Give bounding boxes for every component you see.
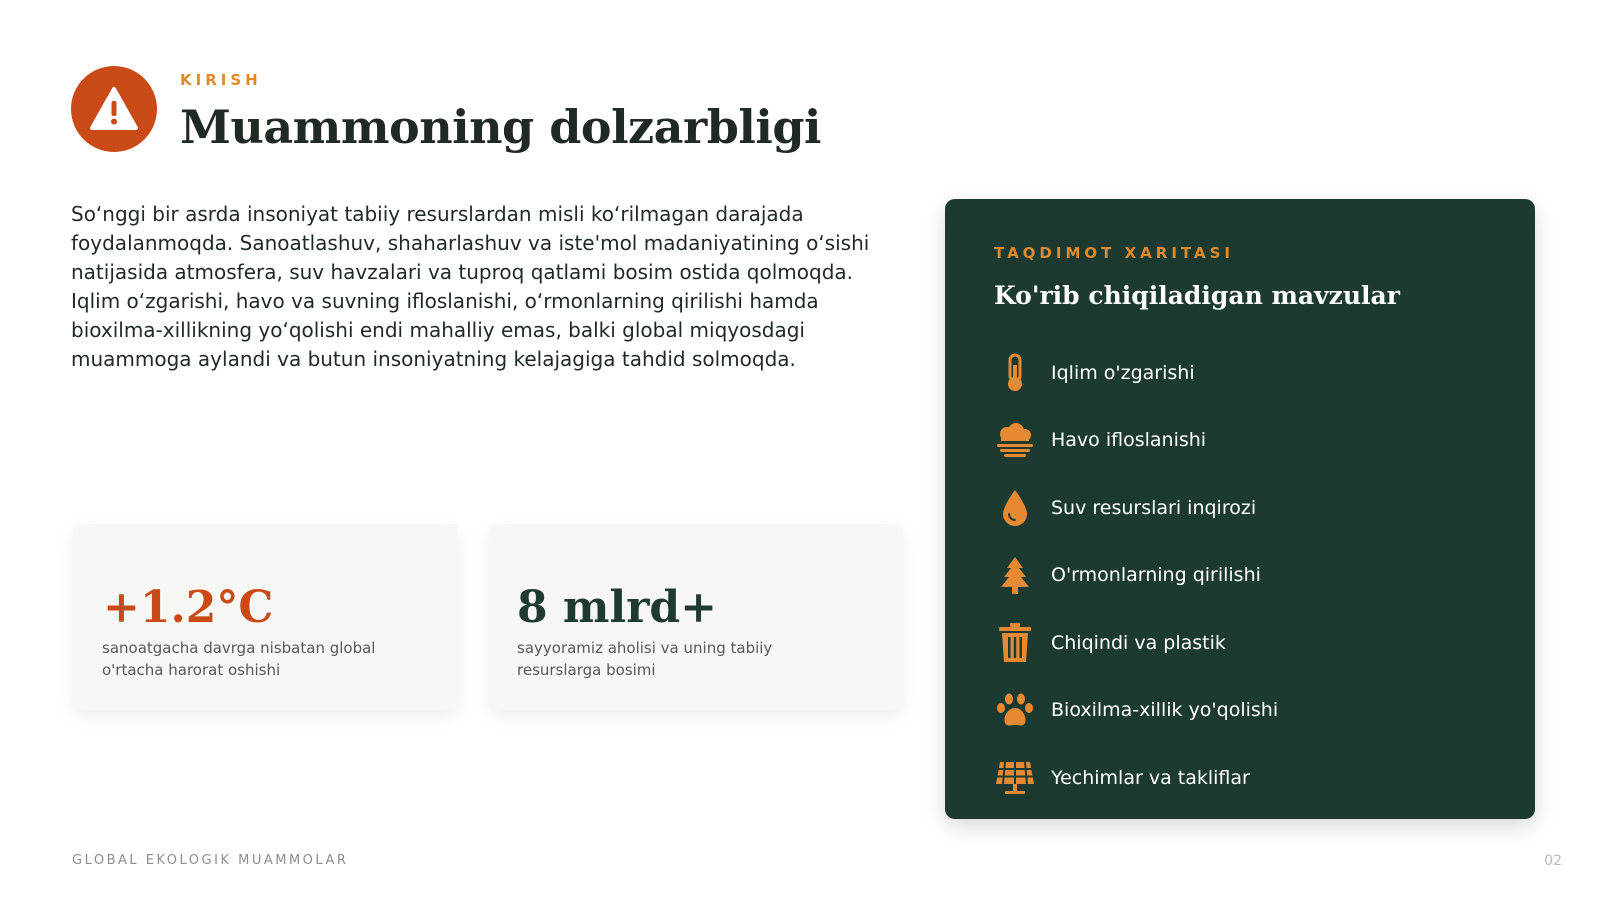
warning-badge [71,66,157,152]
topic-item-forest[interactable] [994,542,1514,610]
topic-label: O'rmonlarning qirilishi [1051,564,1261,587]
topic-item-water[interactable] [994,474,1514,542]
water-drop-icon [994,487,1036,529]
presentation-map-panel [945,199,1535,819]
smog-icon [994,419,1036,461]
topic-label: Bioxilma-xillik yo'qolishi [1051,699,1279,722]
topic-item-climate[interactable] [994,339,1514,407]
section-eyebrow: KIRISH [180,71,262,89]
stat-value: 8 mlrd+ [517,582,718,633]
stat-description: sanoatgacha davrga nisbatan global o'rtacha harorat oshishi [102,639,376,679]
topic-list [994,339,1514,812]
topic-label: Yechimlar va takliflar [1051,766,1250,789]
topic-label: Iqlim o'zgarishi [1051,361,1195,384]
map-eyebrow: TAQDIMOT XARITASI [994,244,1234,262]
topic-item-waste[interactable] [994,609,1514,677]
topic-item-biodiversity[interactable] [994,677,1514,745]
footer-title: GLOBAL EKOLOGIK MUAMMOLAR [72,853,349,868]
stat-description: sayyoramiz aholisi va uning tabiiy resurslarga bosimi [517,639,773,679]
map-title: Ko'rib chiqiladigan mavzular [994,281,1400,310]
stat-card-temperature [73,524,458,710]
topic-item-air[interactable] [994,407,1514,475]
page-title: Muammoning dolzarbligi [180,100,821,154]
stat-value: +1.2°C [103,582,274,633]
topic-label: Havo ifloslanishi [1051,429,1207,452]
trash-icon [994,622,1036,664]
topic-item-solutions[interactable] [994,744,1514,812]
tree-icon [994,554,1036,596]
solar-panel-icon [994,757,1036,799]
warning-icon [89,86,139,132]
thermometer-icon [994,352,1036,394]
stat-card-population [490,524,903,710]
intro-paragraph: So‘nggi bir asrda insoniyat tabiiy resurslardan misli ko‘rilmagan darajada foydalanmoqda. Sanoatlashuv, shaharlashuv va iste'mol madaniyatining o‘sishi natijasida atmosfera, suv havzalari va tuproq qatlami bosim ostida qolmoqda. Iqlim o‘zgarishi, havo va suvning ifloslanishi, o‘rmonlarning qirilishi hamda bioxilma-xillikning yo‘qolishi endi mahalliy emas, balki global miqyosdagi muammoga aylandi va butun insoniyatning kelajagiga tahdid solmoqda. [71,202,870,371]
page-number: 02 [1544,853,1562,869]
topic-label: Chiqindi va plastik [1051,631,1226,654]
paw-icon [994,689,1036,731]
topic-label: Suv resurslari inqirozi [1051,496,1257,519]
